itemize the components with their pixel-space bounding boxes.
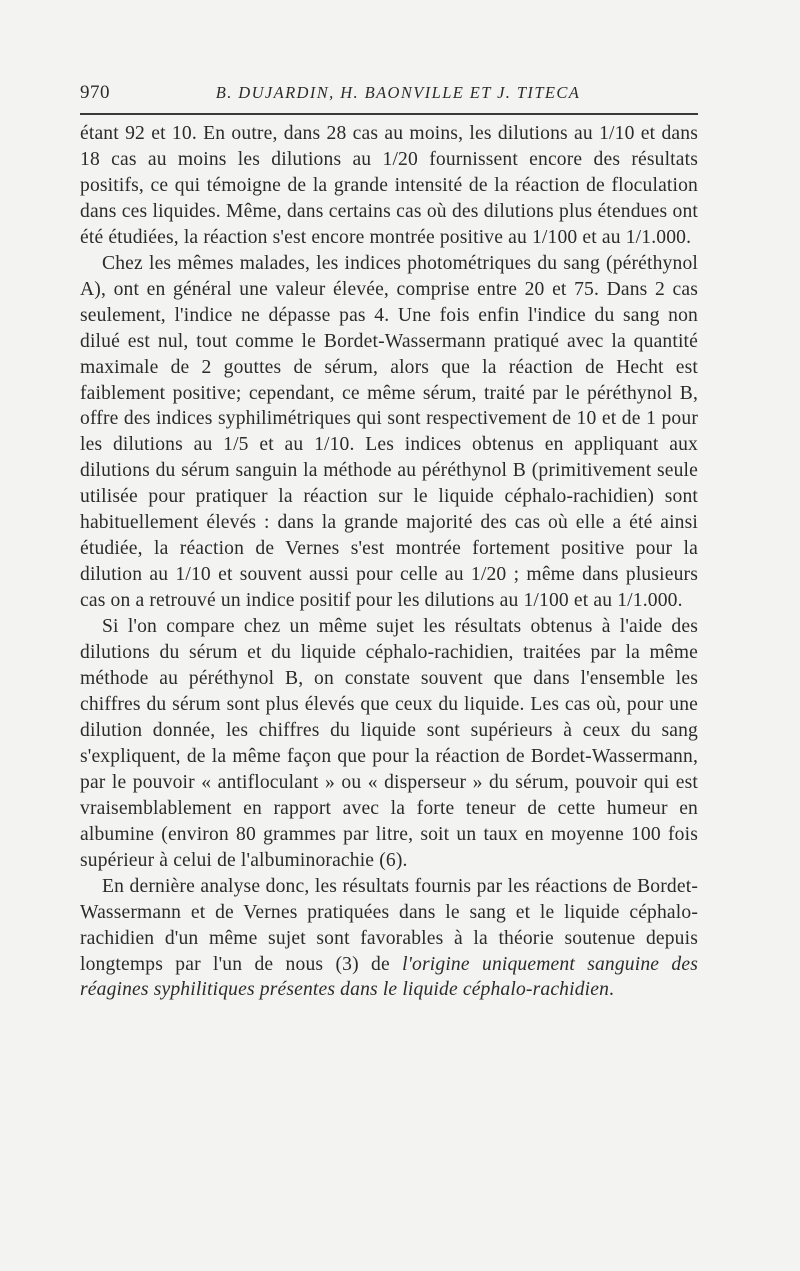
page-number: 970 [80, 82, 110, 103]
conclusion-text: En dernière analyse donc, les résultats fournis par les réactions de Bordet-Wassermann et de Vernes pratiquées dans le sang et le liquide céphalo-rachidien d'un même sujet sont favorables à la théorie soutenue depuis longtemps par l'un de nous (3) de [80, 875, 698, 975]
running-head [80, 80, 698, 106]
paragraph-conclusion [80, 874, 698, 1004]
conclusion-italic-thesis: l'origine uniquement sanguine des réagines syphilitiques présentes dans le liquide céphalo-rachidien [80, 953, 698, 1001]
conclusion-end: . [609, 979, 615, 1001]
header-divider [80, 113, 698, 115]
body-text [80, 121, 698, 1003]
paragraph-serum-comparison: Si l'on compare chez un même sujet les résultats obtenus à l'aide des dilutions du sérum et du liquide céphalo-rachidien, traitées par la même méthode au péréthynol B, on constate souvent que dans l'ensemble les chiffres du sérum sont plus élevés que ceux du liquide. Les cas où, pour une dilution donnée, les chiffres du liquide sont supérieurs à ceux du sang s'expliquent, de la même façon que pour la réaction de Bordet-Wassermann, par le pouvoir « antifloculant » ou « disperseur » du sérum, pouvoir qui est vraisemblablement en rapport avec la forte teneur de cette humeur en albumine (environ 80 grammes par litre, soit un taux en moyenne 100 fois supérieur à celui de l'albuminorachie (6). [80, 616, 698, 871]
paragraph-continuation: étant 92 et 10. En outre, dans 28 cas au moins, les dilutions au 1/10 et dans 18 cas au moins les dilutions au 1/20 fournissent encore des résultats positifs, ce qui témoigne de la grande intensité de la réaction de floculation dans ces liquides. Même, dans certains cas où des dilutions plus étendues ont été étudiées, la réaction s'est encore montrée positive au 1/100 et au 1/1.000. [80, 123, 698, 248]
running-title: B. DUJARDIN, H. BAONVILLE ET J. TITECA [215, 83, 581, 102]
paragraph-photometric-indices: Chez les mêmes malades, les indices photométriques du sang (péréthynol A), ont en général une valeur élevée, comprise entre 20 et 75. Dans 2 cas seulement, l'indice ne dépasse pas 4. Une fois enfin l'indice du sang non dilué est nul, tout comme le Bordet-Wassermann pratiqué avec la quantité maximale de 2 gouttes de sérum, alors que la réaction de Hecht est faiblement positive; cependant, ce même sérum, traité par le péréthynol B, offre des indices syphilimétriques qui sont respectivement de 10 et de 1 pour les dilutions au 1/5 et au 1/10. Les indices obtenus en appliquant aux dilutions du sérum sanguin la méthode au péréthynol B (primitivement seule utilisée pour pratiquer la réaction sur le liquide céphalo-rachidien) sont habituellement élevés : dans la grande majorité des cas où elle a été ainsi étudiée, la réaction de Vernes s'est montrée fortement positive pour la dilution au 1/10 et souvent aussi pour celle au 1/20 ; même dans plusieurs cas on a retrouvé un indice positif pour les dilutions au 1/100 et au 1/1.000. [80, 252, 698, 612]
